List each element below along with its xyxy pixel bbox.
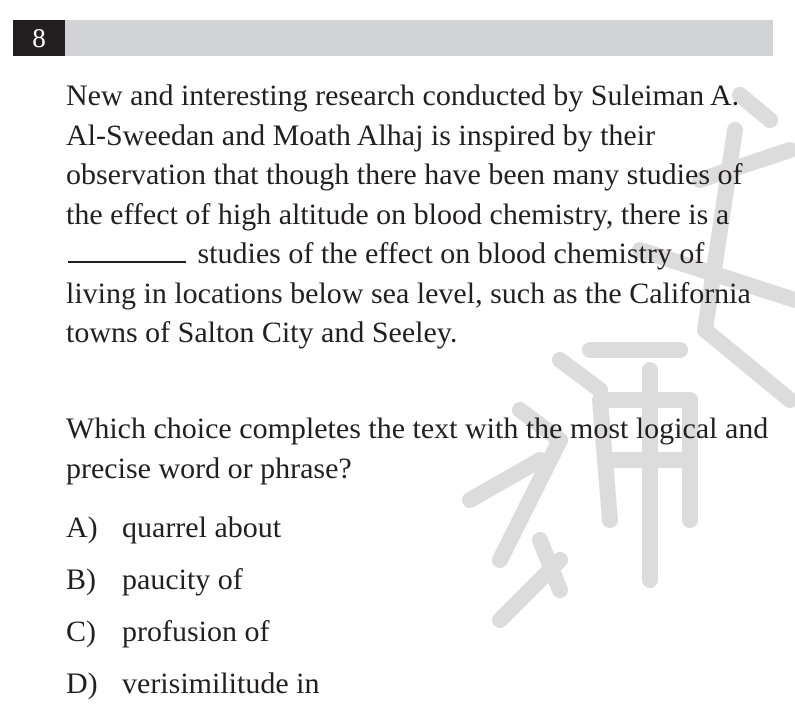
choice-a[interactable]	[66, 506, 319, 558]
question-header-bar	[13, 20, 773, 56]
question-prompt: Which choice completes the text with the most logical and precise word or phrase?	[66, 412, 769, 485]
choice-letter: C)	[66, 615, 96, 648]
choice-text: paucity of	[122, 563, 243, 596]
choice-text: verisimilitude in	[122, 667, 320, 700]
choice-d[interactable]	[66, 662, 319, 714]
answer-choices	[66, 506, 319, 714]
passage-text-before-blank: New and interesting research conducted by Suleiman A. Al-Sweedan and Moath Alhaj is inspired by their observation that though there have been many studies of the effect of high altitude on blood chemistry, there is a	[66, 79, 743, 231]
answer-blank	[68, 235, 186, 263]
choice-letter: A)	[66, 511, 98, 544]
choice-text: quarrel about	[122, 511, 282, 544]
choice-text: profusion of	[122, 615, 270, 648]
passage-text-after-blank: studies of the effect on blood chemistry of living in locations below sea level, such as the California towns of Salton City and Seeley.	[66, 237, 751, 349]
question-number: 8	[13, 20, 65, 56]
choice-c[interactable]	[66, 610, 319, 662]
choice-letter: D)	[66, 667, 98, 700]
question-passage	[66, 76, 778, 353]
choice-letter: B)	[66, 563, 96, 596]
choice-b[interactable]	[66, 558, 319, 610]
